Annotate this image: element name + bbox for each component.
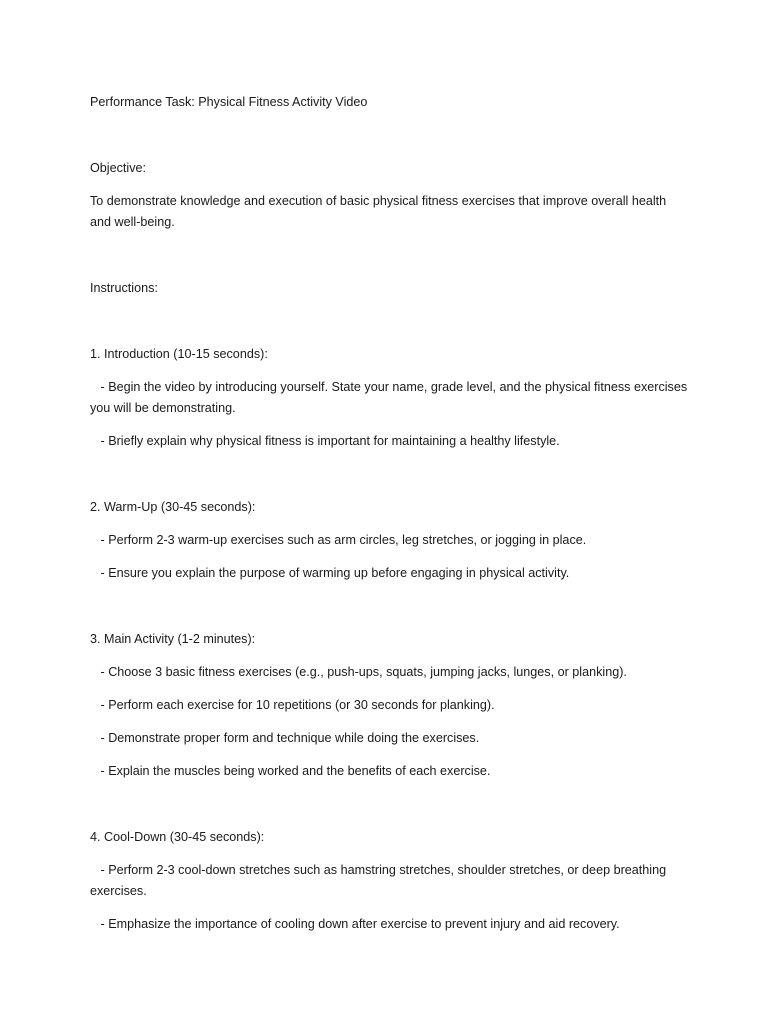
section-heading: 3. Main Activity (1-2 minutes): bbox=[90, 632, 256, 646]
list-item: - Perform 2-3 cool-down stretches such as hamstring stretches, shoulder stretches, or deep breathing exercises. bbox=[90, 863, 670, 898]
list-item: - Demonstrate proper form and technique while doing the exercises. bbox=[90, 731, 480, 745]
section-heading: 2. Warm-Up (30-45 seconds): bbox=[90, 500, 256, 514]
list-item: - Ensure you explain the purpose of warming up before engaging in physical activity. bbox=[90, 566, 570, 580]
list-item: - Choose 3 basic fitness exercises (e.g., push-ups, squats, jumping jacks, lunges, or planking). bbox=[90, 665, 627, 679]
section-introduction bbox=[90, 344, 690, 452]
list-item: - Briefly explain why physical fitness is important for maintaining a healthy lifestyle. bbox=[90, 434, 560, 448]
section-heading: 1. Introduction (10-15 seconds): bbox=[90, 347, 268, 361]
document-title: Performance Task: Physical Fitness Activity Video bbox=[90, 95, 368, 109]
instructions-heading: Instructions: bbox=[90, 281, 158, 295]
section-cool-down bbox=[90, 827, 690, 935]
section-heading: 4. Cool-Down (30-45 seconds): bbox=[90, 830, 265, 844]
section-warm-up bbox=[90, 497, 690, 584]
section-main-activity bbox=[90, 629, 690, 782]
list-item: - Perform each exercise for 10 repetitions (or 30 seconds for planking). bbox=[90, 698, 495, 712]
list-item: - Begin the video by introducing yourself. State your name, grade level, and the physical fitness exercises you will be demonstrating. bbox=[90, 380, 691, 415]
objective-text: To demonstrate knowledge and execution of basic physical fitness exercises that improve overall health and well-being. bbox=[90, 194, 670, 229]
list-item: - Emphasize the importance of cooling down after exercise to prevent injury and aid recovery. bbox=[90, 917, 620, 931]
list-item: - Perform 2-3 warm-up exercises such as arm circles, leg stretches, or jogging in place. bbox=[90, 533, 587, 547]
objective-heading: Objective: bbox=[90, 161, 146, 175]
list-item: - Explain the muscles being worked and the benefits of each exercise. bbox=[90, 764, 491, 778]
document-body bbox=[90, 92, 690, 935]
